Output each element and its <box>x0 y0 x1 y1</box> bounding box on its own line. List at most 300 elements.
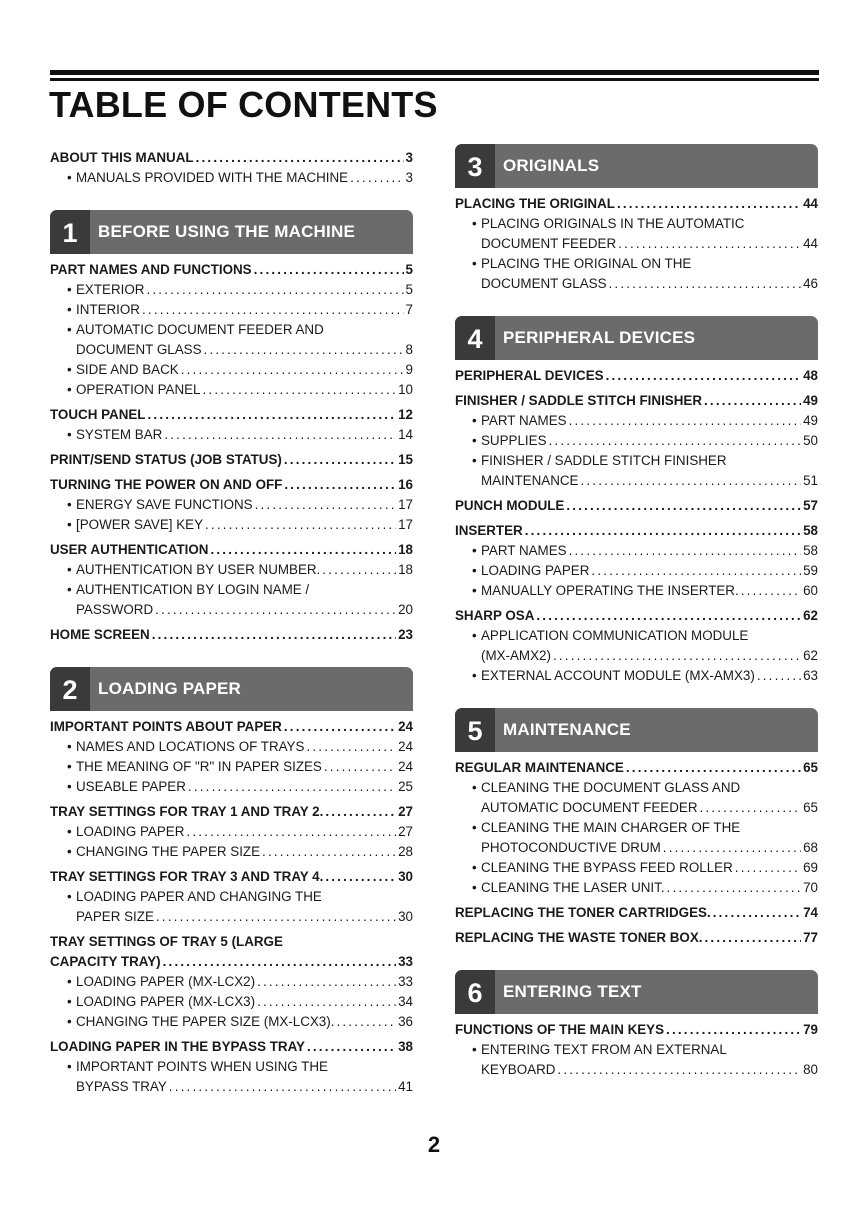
entry-text: TRAY SETTINGS FOR TRAY 1 AND TRAY 2. <box>50 804 324 819</box>
entry-label <box>455 928 703 948</box>
toc-entry[interactable] <box>455 878 818 898</box>
chapter-number: 6 <box>455 970 495 1014</box>
toc-entry-line[interactable] <box>50 887 413 907</box>
toc-entry-line[interactable] <box>50 320 413 340</box>
dot-leader <box>164 425 396 445</box>
entry-text: SHARP OSA <box>455 608 535 623</box>
toc-entry[interactable] <box>50 842 413 862</box>
toc-entry[interactable] <box>455 858 818 878</box>
entry-page: 27 <box>398 824 413 839</box>
entry-page: 12 <box>398 407 413 422</box>
chapter-title: LOADING PAPER <box>98 679 242 698</box>
dot-leader <box>306 737 396 757</box>
bullet-icon: • <box>472 256 477 271</box>
chapter-5-entries <box>455 758 818 948</box>
entry-page: 80 <box>803 1062 818 1077</box>
dot-leader <box>324 757 396 777</box>
entry-page: 69 <box>803 860 818 875</box>
entry-page: 8 <box>405 342 413 357</box>
entry-text: FINISHER / SADDLE STITCH FINISHER <box>481 453 727 468</box>
bullet-icon: • <box>472 668 477 683</box>
entry-label <box>455 521 523 541</box>
entry-label <box>67 560 320 580</box>
entry-label <box>50 475 282 495</box>
bullet-icon: • <box>472 433 477 448</box>
chapter-6-header[interactable] <box>455 970 818 1014</box>
entry-text: SYSTEM BAR <box>76 427 163 442</box>
entry-text: EXTERNAL ACCOUNT MODULE (MX-AMX3) <box>481 668 755 683</box>
toc-entry[interactable] <box>50 992 413 1012</box>
entry-label <box>481 646 551 666</box>
entry-label <box>50 405 145 425</box>
entry-page: 63 <box>803 668 818 683</box>
toc-entry[interactable] <box>455 234 818 254</box>
entry-text: PLACING THE ORIGINAL <box>455 196 615 211</box>
toc-entry[interactable] <box>455 274 818 294</box>
chapter-2-entries <box>50 717 413 1097</box>
entry-label <box>472 878 665 898</box>
dot-leader <box>284 475 396 495</box>
entry-page: 79 <box>803 1022 818 1037</box>
entry-text: PASSWORD <box>76 602 154 617</box>
entry-page: 51 <box>803 473 818 488</box>
entry-text: KEYBOARD <box>481 1062 556 1077</box>
toc-entry[interactable] <box>50 867 413 887</box>
entry-label <box>481 1060 555 1080</box>
dot-leader <box>757 666 801 686</box>
bullet-icon: • <box>67 1059 72 1074</box>
toc-entry[interactable] <box>50 380 413 400</box>
entry-text: THE MEANING OF "R" IN PAPER SIZES <box>76 759 322 774</box>
bullet-icon: • <box>67 170 72 185</box>
chapter-4-entries <box>455 366 818 686</box>
entry-page: 17 <box>398 517 413 532</box>
bullet-icon: • <box>472 628 477 643</box>
toc-entry[interactable] <box>50 450 413 470</box>
chapter-title: MAINTENANCE <box>503 720 631 739</box>
toc-entry-line[interactable] <box>455 818 818 838</box>
toc-entry[interactable] <box>455 496 818 516</box>
chapter-2-header[interactable] <box>50 667 413 711</box>
toc-entry-line[interactable] <box>50 932 413 952</box>
entry-text: REGULAR MAINTENANCE <box>455 760 624 775</box>
entry-text: IMPORTANT POINTS ABOUT PAPER <box>50 719 282 734</box>
chapter-5-header[interactable] <box>455 708 818 752</box>
entry-label <box>67 168 348 188</box>
toc-entry[interactable] <box>455 541 818 561</box>
chapter-4-header[interactable] <box>455 316 818 360</box>
bullet-icon: • <box>472 563 477 578</box>
entry-label <box>67 972 255 992</box>
dot-leader <box>666 1020 801 1040</box>
dot-leader <box>203 380 397 400</box>
toc-entry[interactable] <box>455 471 818 491</box>
entry-text: LOADING PAPER AND CHANGING THE <box>76 889 322 904</box>
toc-entry[interactable] <box>455 431 818 451</box>
bullet-icon: • <box>67 974 72 989</box>
entry-label <box>67 822 184 842</box>
toc-entry[interactable] <box>50 625 413 645</box>
dot-leader <box>663 838 801 858</box>
entry-label <box>455 606 534 626</box>
bullet-icon: • <box>67 562 72 577</box>
entry-label <box>76 1077 167 1097</box>
toc-entry[interactable] <box>455 928 818 948</box>
dot-leader <box>557 1060 801 1080</box>
dot-leader <box>322 560 396 580</box>
dot-leader <box>204 340 404 360</box>
toc-entry[interactable] <box>50 802 413 822</box>
toc-entry-line[interactable] <box>455 626 818 646</box>
chapter-title: BEFORE USING THE MACHINE <box>98 222 355 241</box>
entry-label <box>67 842 260 862</box>
bullet-icon: • <box>67 582 72 597</box>
toc-entry[interactable] <box>455 521 818 541</box>
entry-text: TRAY SETTINGS OF TRAY 5 (LARGE <box>50 934 283 949</box>
dot-leader <box>181 360 404 380</box>
toc-entry-line[interactable] <box>455 451 818 471</box>
entry-page: 18 <box>398 562 413 577</box>
dot-leader <box>325 867 396 887</box>
entry-text: REPLACING THE WASTE TONER BOX. <box>455 930 703 945</box>
toc-entry[interactable] <box>50 425 413 445</box>
entry-text: USER AUTHENTICATION <box>50 542 209 557</box>
entry-page: 14 <box>398 427 413 442</box>
toc-entry[interactable] <box>455 391 818 411</box>
entry-label <box>472 431 547 451</box>
toc-entry[interactable] <box>455 366 818 386</box>
toc-entry[interactable] <box>455 798 818 818</box>
entry-page: 33 <box>398 954 413 969</box>
entry-text: INTERIOR <box>76 302 140 317</box>
top-rule-thin <box>50 78 819 81</box>
entry-text: LOADING PAPER <box>76 824 185 839</box>
entry-page: 5 <box>405 282 413 297</box>
entry-label <box>472 581 739 601</box>
entry-text: AUTOMATIC DOCUMENT FEEDER <box>481 800 698 815</box>
entry-text: MAINTENANCE <box>481 473 579 488</box>
toc-entry[interactable] <box>50 1037 413 1057</box>
toc-entry[interactable] <box>50 340 413 360</box>
toc-entry-line[interactable] <box>455 778 818 798</box>
entry-page: 58 <box>803 523 818 538</box>
bullet-icon: • <box>67 322 72 337</box>
bullet-icon: • <box>67 497 72 512</box>
entry-text: TURNING THE POWER ON AND OFF <box>50 477 283 492</box>
entry-page: 62 <box>803 648 818 663</box>
entry-page: 27 <box>398 804 413 819</box>
dot-leader <box>205 515 396 535</box>
entry-text: CLEANING THE DOCUMENT GLASS AND <box>481 780 741 795</box>
dot-leader <box>257 992 396 1012</box>
entry-text: ENERGY SAVE FUNCTIONS <box>76 497 253 512</box>
dot-leader <box>713 903 801 923</box>
toc-entry[interactable] <box>50 360 413 380</box>
entry-text: LOADING PAPER (MX-LCX3) <box>76 994 256 1009</box>
dot-leader <box>156 907 396 927</box>
bullet-icon: • <box>67 427 72 442</box>
entry-text: MANUALLY OPERATING THE INSERTER. <box>481 583 739 598</box>
toc-entry[interactable] <box>50 717 413 737</box>
dot-leader <box>626 758 801 778</box>
dot-leader <box>152 625 396 645</box>
toc-entry-line[interactable] <box>455 254 818 274</box>
toc-entry[interactable] <box>50 300 413 320</box>
entry-text: CHANGING THE PAPER SIZE (MX-LCX3). <box>76 1014 335 1029</box>
entry-page: 68 <box>803 840 818 855</box>
entry-label <box>67 300 140 320</box>
entry-label <box>472 411 567 431</box>
entry-text: REPLACING THE TONER CARTRIDGES. <box>455 905 711 920</box>
entry-label <box>455 391 702 411</box>
entry-label <box>472 561 589 581</box>
dot-leader <box>705 928 802 948</box>
toc-entry[interactable] <box>50 822 413 842</box>
entry-page: 9 <box>405 362 413 377</box>
dot-leader <box>255 495 397 515</box>
entry-label <box>472 541 567 561</box>
bullet-icon: • <box>67 517 72 532</box>
toc-entry[interactable] <box>50 600 413 620</box>
entry-text: AUTHENTICATION BY LOGIN NAME / <box>76 582 310 597</box>
toc-entry[interactable] <box>50 495 413 515</box>
entry-page: 7 <box>405 302 413 317</box>
entry-label <box>455 1020 664 1040</box>
bullet-icon: • <box>472 543 477 558</box>
toc-entry[interactable] <box>50 280 413 300</box>
toc-entry[interactable] <box>455 838 818 858</box>
dot-leader <box>617 194 801 214</box>
entry-label <box>50 260 252 280</box>
toc-entry[interactable] <box>50 168 413 188</box>
entry-page: 57 <box>803 498 818 513</box>
entry-label <box>455 758 624 778</box>
entry-page: 65 <box>803 800 818 815</box>
entry-page: 24 <box>398 739 413 754</box>
entry-page: 41 <box>398 1079 413 1094</box>
entry-page: 44 <box>803 196 818 211</box>
entry-label <box>50 867 323 887</box>
entry-label <box>67 515 203 535</box>
toc-entry[interactable] <box>50 757 413 777</box>
toc-entry[interactable] <box>455 758 818 778</box>
entry-page: 30 <box>398 909 413 924</box>
chapter-3-header[interactable] <box>455 144 818 188</box>
dot-leader <box>307 1037 396 1057</box>
toc-entry[interactable] <box>50 475 413 495</box>
entry-text: OPERATION PANEL <box>76 382 201 397</box>
dot-leader <box>591 561 801 581</box>
dot-leader <box>741 581 801 601</box>
entry-page: 49 <box>803 393 818 408</box>
dot-leader <box>254 260 404 280</box>
entry-text: HOME SCREEN <box>50 627 150 642</box>
toc-entry[interactable] <box>50 405 413 425</box>
bullet-icon: • <box>67 759 72 774</box>
toc-entry[interactable] <box>455 903 818 923</box>
toc-entry[interactable] <box>50 1077 413 1097</box>
right-column <box>455 144 818 1080</box>
dot-leader <box>569 411 802 431</box>
dot-leader <box>735 858 801 878</box>
entry-page: 24 <box>398 759 413 774</box>
entry-label <box>481 234 616 254</box>
page-title: TABLE OF CONTENTS <box>49 84 438 125</box>
toc-entry[interactable] <box>50 1012 413 1032</box>
chapter-3-entries <box>455 194 818 294</box>
toc-entry[interactable] <box>455 606 818 626</box>
entry-page: 3 <box>405 150 413 165</box>
toc-entry[interactable] <box>50 952 413 972</box>
dot-leader <box>196 148 404 168</box>
dot-leader <box>284 450 396 470</box>
entry-page: 24 <box>398 719 413 734</box>
left-column <box>50 148 413 1097</box>
entry-text: PART NAMES AND FUNCTIONS <box>50 262 252 277</box>
bullet-icon: • <box>472 860 477 875</box>
toc-entry[interactable] <box>455 646 818 666</box>
dot-leader <box>606 366 802 386</box>
dot-leader <box>325 802 396 822</box>
entry-text: LOADING PAPER <box>481 563 590 578</box>
toc-entry[interactable] <box>50 907 413 927</box>
dot-leader <box>566 496 801 516</box>
dot-leader <box>609 274 802 294</box>
entry-text: APPLICATION COMMUNICATION MODULE <box>481 628 749 643</box>
bullet-icon: • <box>472 880 477 895</box>
entry-page: 25 <box>398 779 413 794</box>
entry-label <box>472 666 755 686</box>
entry-text: EXTERIOR <box>76 282 145 297</box>
toc-entry[interactable] <box>50 260 413 280</box>
entry-label <box>50 1037 305 1057</box>
entry-text: DOCUMENT GLASS <box>481 276 607 291</box>
entry-page: 15 <box>398 452 413 467</box>
entry-page: 38 <box>398 1039 413 1054</box>
entry-text: CAPACITY TRAY) <box>50 954 161 969</box>
entry-page: 46 <box>803 276 818 291</box>
bullet-icon: • <box>67 824 72 839</box>
bullet-icon: • <box>67 779 72 794</box>
entry-label <box>50 540 208 560</box>
toc-entry[interactable] <box>455 666 818 686</box>
entry-label <box>67 495 253 515</box>
entry-page: 28 <box>398 844 413 859</box>
entry-text: ABOUT THIS MANUAL <box>50 150 194 165</box>
entry-page: 65 <box>803 760 818 775</box>
bullet-icon: • <box>472 453 477 468</box>
entry-label <box>455 366 604 386</box>
dot-leader <box>553 646 801 666</box>
bullet-icon: • <box>67 994 72 1009</box>
bullet-icon: • <box>472 216 477 231</box>
entry-page: 77 <box>803 930 818 945</box>
toc-entry[interactable] <box>455 1020 818 1040</box>
entry-label <box>50 148 194 168</box>
toc-entry[interactable] <box>455 1060 818 1080</box>
dot-leader <box>210 540 396 560</box>
entry-label <box>67 777 186 797</box>
dot-leader <box>618 234 801 254</box>
entry-text: ENTERING TEXT FROM AN EXTERNAL <box>481 1042 727 1057</box>
entry-page: 59 <box>803 563 818 578</box>
toc-entry[interactable] <box>50 737 413 757</box>
entry-label <box>50 450 282 470</box>
bullet-icon: • <box>67 382 72 397</box>
toc-entry-line[interactable] <box>455 1040 818 1060</box>
toc-entry[interactable] <box>50 560 413 580</box>
toc-entry[interactable] <box>50 972 413 992</box>
entry-label <box>481 274 607 294</box>
entry-page: 33 <box>398 974 413 989</box>
entry-page: 17 <box>398 497 413 512</box>
entry-text: CHANGING THE PAPER SIZE <box>76 844 261 859</box>
dot-leader <box>142 300 404 320</box>
toc-entry-line[interactable] <box>50 1057 413 1077</box>
entry-page: 36 <box>398 1014 413 1029</box>
toc-entry-line[interactable] <box>50 580 413 600</box>
top-rule-thick <box>50 70 819 75</box>
toc-entry-line[interactable] <box>455 214 818 234</box>
entry-text: DOCUMENT FEEDER <box>481 236 617 251</box>
entry-text: CLEANING THE MAIN CHARGER OF THE <box>481 820 741 835</box>
toc-entry[interactable] <box>455 411 818 431</box>
entry-page: 3 <box>405 170 413 185</box>
entry-text: FINISHER / SADDLE STITCH FINISHER <box>455 393 702 408</box>
dot-leader <box>146 280 403 300</box>
entry-label <box>481 838 661 858</box>
dot-leader <box>580 471 801 491</box>
bullet-icon: • <box>67 739 72 754</box>
entry-text: PART NAMES <box>481 543 567 558</box>
dot-leader <box>262 842 396 862</box>
entry-text: PHOTOCONDUCTIVE DRUM <box>481 840 661 855</box>
toc-entry[interactable] <box>50 148 413 168</box>
entry-page: 48 <box>803 368 818 383</box>
dot-leader <box>525 521 801 541</box>
entry-text: INSERTER <box>455 523 523 538</box>
dot-leader <box>704 391 801 411</box>
entry-label <box>50 625 150 645</box>
entry-label <box>67 425 162 445</box>
toc-entry[interactable] <box>50 540 413 560</box>
toc-entry[interactable] <box>50 777 413 797</box>
toc-entry[interactable] <box>455 561 818 581</box>
bullet-icon: • <box>67 282 72 297</box>
toc-entry[interactable] <box>455 581 818 601</box>
entry-text: [POWER SAVE] KEY <box>76 517 203 532</box>
entry-label <box>67 757 322 777</box>
dot-leader <box>186 822 396 842</box>
entry-page: 58 <box>803 543 818 558</box>
chapter-1-header[interactable] <box>50 210 413 254</box>
bullet-icon: • <box>472 780 477 795</box>
entry-label <box>50 802 323 822</box>
chapter-title: PERIPHERAL DEVICES <box>503 328 696 347</box>
entry-label <box>67 737 304 757</box>
entry-page: 60 <box>803 583 818 598</box>
entry-text: FUNCTIONS OF THE MAIN KEYS <box>455 1022 665 1037</box>
entry-text: PLACING ORIGINALS IN THE AUTOMATIC <box>481 216 745 231</box>
bullet-icon: • <box>472 583 477 598</box>
entry-label <box>481 471 578 491</box>
dot-leader <box>257 972 396 992</box>
intro-section <box>50 148 413 188</box>
entry-page: 34 <box>398 994 413 1009</box>
toc-entry[interactable] <box>50 515 413 535</box>
entry-label <box>455 903 711 923</box>
toc-entry[interactable] <box>455 194 818 214</box>
